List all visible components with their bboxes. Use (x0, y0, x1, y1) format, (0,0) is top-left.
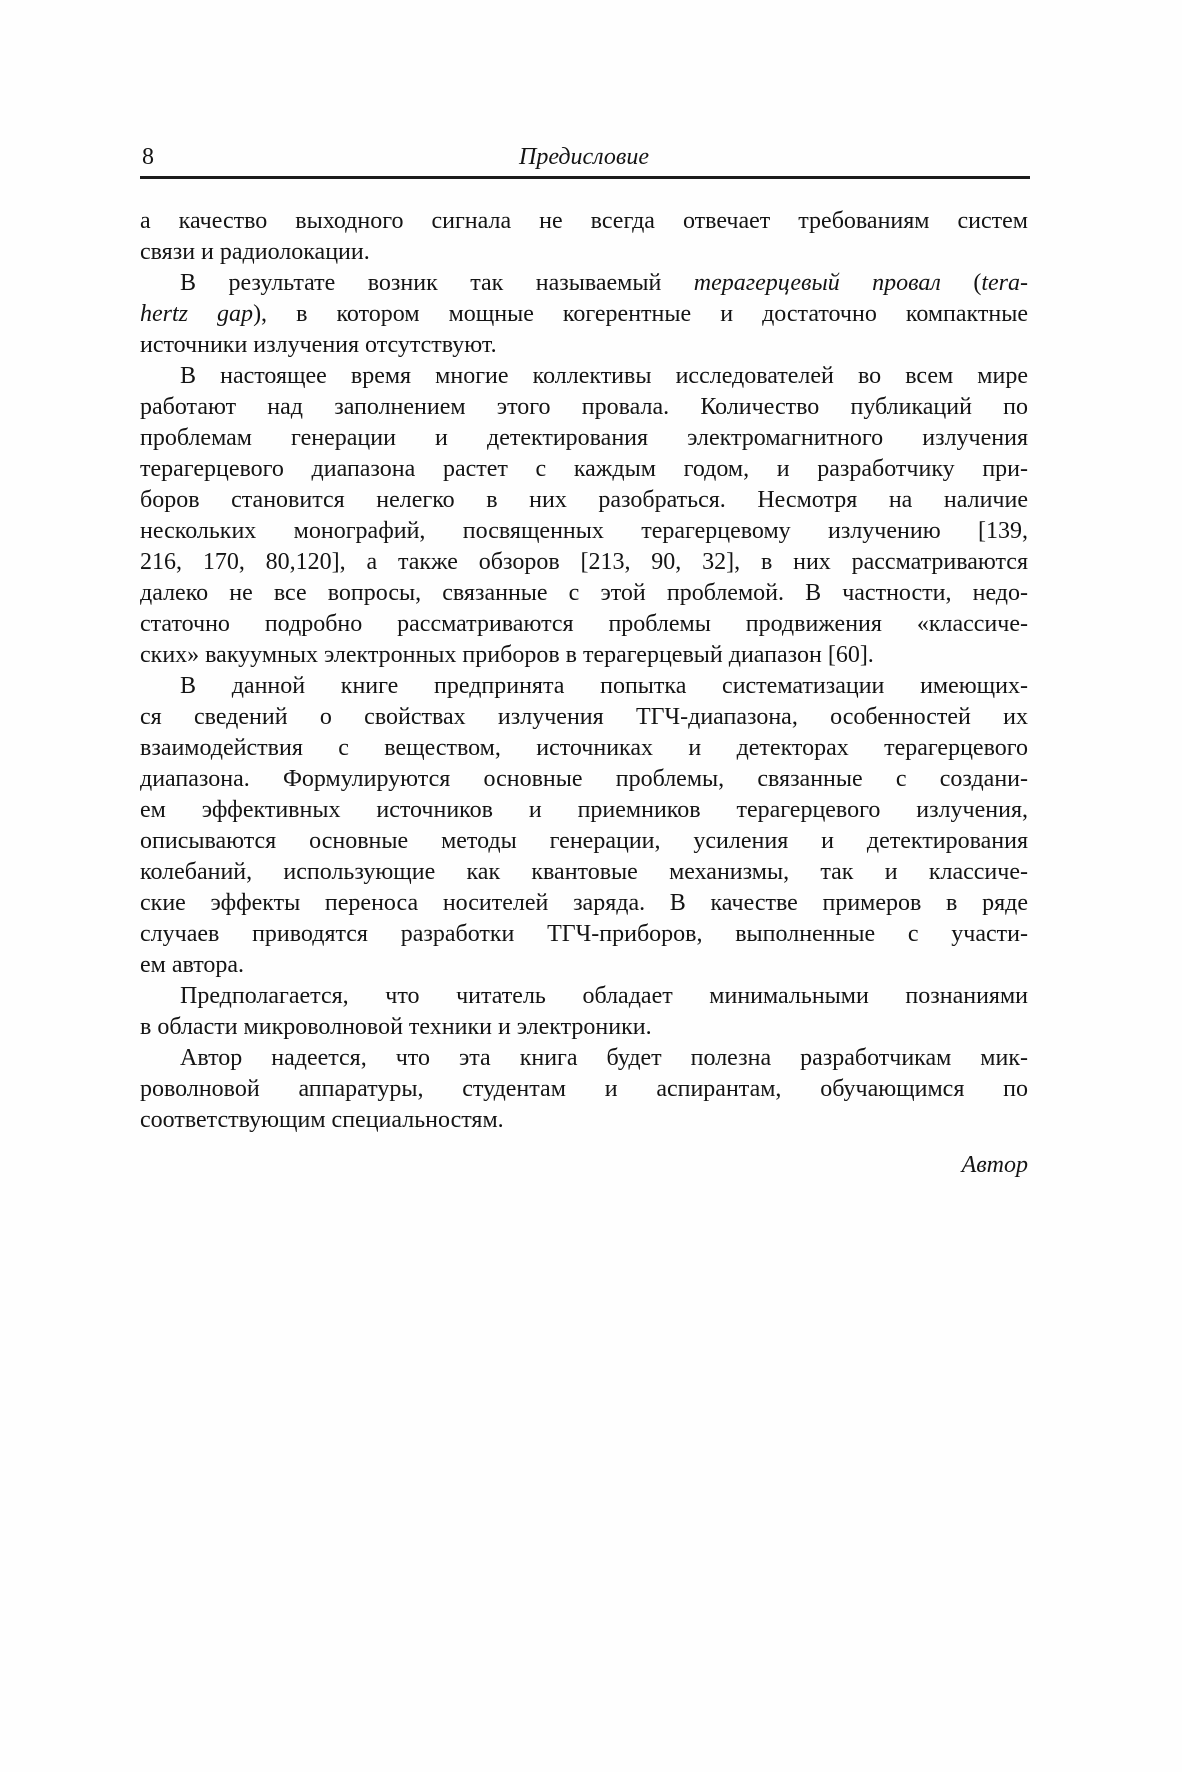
text-segment: ем автора. (140, 952, 245, 978)
text-line (140, 764, 1028, 795)
text-line (140, 1012, 1028, 1043)
text-segment: В результате возник так называемый (180, 270, 694, 296)
text-segment: боров становится нелегко в них разобраться. Несмотря на наличие (140, 487, 1028, 513)
text-segment: источники излучения отсутствуют. (140, 332, 497, 358)
text-segment: терагерцевого диапазона растет с каждым годом, и разработчику при- (140, 456, 1028, 482)
text-line (140, 361, 1028, 392)
text-segment: ские эффекты переноса носителей заряда. В качестве примеров в ряде (140, 890, 1028, 916)
text-line (140, 702, 1028, 733)
text-line (140, 516, 1028, 547)
italic-text-segment: терагерцевый провал (693, 270, 941, 296)
text-segment: диапазона. Формулируются основные проблемы, связанные с создани- (140, 766, 1028, 792)
header-title: Предисловие (518, 144, 649, 170)
text-line (140, 857, 1028, 888)
text-line (140, 268, 1028, 299)
text-segment: ся сведений о свойствах излучения ТГЧ-диапазона, особенностей их (140, 704, 1028, 730)
text-line (140, 795, 1028, 826)
text-segment: Автор надеется, что эта книга будет полезна разработчикам мик- (180, 1045, 1028, 1071)
text-segment: ских» вакуумных электронных приборов в терагерцевый диапазон [60]. (140, 642, 874, 668)
page-body (140, 206, 1028, 1181)
text-segment: В настоящее время многие коллективы исследователей во всем мире (180, 363, 1028, 389)
text-segment: взаимодействия с веществом, источниках и детекторах терагерцевого (140, 735, 1028, 761)
text-line (140, 206, 1028, 237)
text-segment: Предполагается, что читатель обладает минимальными познаниями (180, 983, 1028, 1009)
text-segment: проблемам генерации и детектирования электромагнитного излучения (140, 425, 1028, 451)
text-line (140, 423, 1028, 454)
text-segment: колебаний, использующие как квантовые механизмы, так и классиче- (140, 859, 1028, 885)
text-line (140, 950, 1028, 981)
text-line (140, 547, 1028, 578)
text-line (140, 826, 1028, 857)
text-segment: случаев приводятся разработки ТГЧ-приборов, выполненные с участи- (140, 921, 1028, 947)
text-segment: далеко не все вопросы, связанные с этой проблемой. В частности, недо- (140, 580, 1028, 606)
text-segment: 216, 170, 80,120], а также обзоров [213, 90, 32], в них рассматриваются (140, 549, 1028, 575)
text-line (140, 330, 1028, 361)
text-line (140, 888, 1028, 919)
text-segment: статочно подробно рассматриваются проблемы продвижения «классиче- (140, 611, 1028, 637)
text-line (140, 640, 1028, 671)
text-line (140, 671, 1028, 702)
text-line (140, 392, 1028, 423)
italic-text-segment: hertz gap (140, 301, 254, 327)
running-header (140, 144, 1028, 170)
text-segment: В данной книге предпринята попытка систематизации имеющих- (180, 673, 1028, 699)
text-segment: нескольких монографий, посвященных терагерцевому излучению [139, (140, 518, 1028, 544)
text-segment: описываются основные методы генерации, усиления и детектирования (140, 828, 1028, 854)
text-segment: ), в котором мощные когерентные и достаточно компактные (253, 301, 1029, 327)
text-segment: роволновой аппаратуры, студентам и аспирантам, обучающимся по (140, 1076, 1028, 1102)
text-segment: в области микроволновой техники и электроники. (140, 1014, 652, 1040)
text-line (140, 237, 1028, 268)
text-segment: соответствующим специальностям. (140, 1107, 504, 1133)
text-line (140, 733, 1028, 764)
text-line (140, 578, 1028, 609)
text-segment: работают над заполнением этого провала. Количество публикаций по (140, 394, 1028, 420)
text-segment: ем эффективных источников и приемников терагерцевого излучения, (140, 797, 1028, 823)
text-line (140, 454, 1028, 485)
text-segment: связи и радиолокации. (140, 239, 370, 265)
author-signature: Автор (961, 1152, 1028, 1178)
text-line (140, 919, 1028, 950)
text-line (140, 485, 1028, 516)
text-line (140, 1105, 1028, 1136)
page-number: 8 (142, 144, 154, 170)
text-segment: а качество выходного сигнала не всегда отвечает требованиям систем (140, 208, 1028, 234)
text-line (140, 1074, 1028, 1105)
text-line (140, 609, 1028, 640)
text-line (140, 299, 1028, 330)
header-rule-divider (140, 176, 1030, 179)
text-line (140, 1043, 1028, 1074)
text-line (140, 981, 1028, 1012)
text-segment: ( (940, 270, 982, 296)
italic-text-segment: tera- (981, 270, 1028, 296)
